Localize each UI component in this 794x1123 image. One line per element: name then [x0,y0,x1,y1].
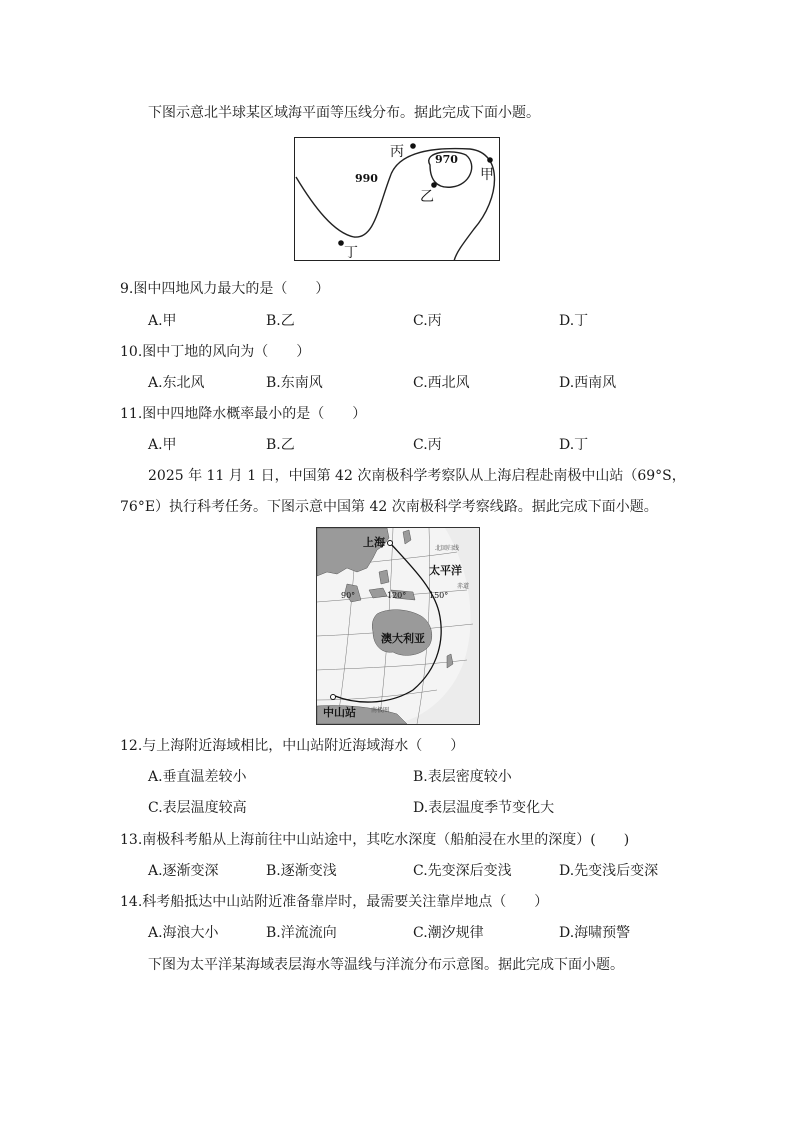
pacific-label: 太平洋 [429,564,462,577]
lon-90-label: 90° [341,591,356,600]
option-14c: C.潮汐规律 [413,925,484,941]
option-9d: D.丁 [559,313,589,329]
isobar-990-label: 990 [355,172,378,185]
point-shanghai [388,541,393,546]
question-stem-10: 10.图中丁地的风向为（ ） [120,344,311,360]
option-13b: B.逐渐变浅 [266,863,337,879]
option-13a: A.逐渐变深 [148,863,219,879]
option-11c: C.丙 [413,437,442,453]
label-bing: 丙 [390,144,404,160]
route-map-figure [316,527,480,725]
label-yi: 乙 [420,189,434,205]
tropic-north-label: 北回归线 [435,545,460,552]
option-10c: C.西北风 [413,375,470,391]
question-stem-13: 13.南极科考船从上海前往中山站途中，其吃水深度（船舶浸在水里的深度）( ) [120,832,630,848]
option-12c: C.表层温度较高 [148,800,247,816]
option-14a: A.海浪大小 [148,925,219,941]
option-12d: D.表层温度季节变化大 [413,800,555,816]
question-stem-9: 9.图中四地风力最大的是（ ） [120,281,330,297]
intro-text-2-line2: 76°E）执行科考任务。下图示意中国第 42 次南极科学考察线路。据此完成下面小题。 [120,499,658,515]
label-ding: 丁 [344,245,358,261]
point-zhongshan [331,695,336,700]
australia-label: 澳大利亚 [381,632,425,645]
zhongshan-label: 中山站 [323,706,356,719]
option-9c: C.丙 [413,313,442,329]
point-bing [410,143,416,149]
option-10d: D.西南风 [559,375,617,391]
option-11d: D.丁 [559,437,589,453]
route-map [317,528,479,724]
isobar-970-label: 970 [435,153,458,166]
option-13c: C.先变深后变浅 [413,863,512,879]
question-stem-14: 14.科考船抵达中山站附近准备靠岸时，最需要关注靠岸地点（ ） [120,894,549,910]
lon-120-label: 120° [387,591,407,600]
equator-label: 赤道 [457,583,470,590]
option-13d: D.先变浅后变深 [559,863,659,879]
option-14b: B.洋流流向 [266,925,337,941]
shanghai-label: 上海 [363,536,385,549]
intro-text-2-line1: 2025 年 11 月 1 日，中国第 42 次南极科学考察队从上海启程赴南极中山站（69°S， [148,468,686,484]
option-9b: B.乙 [266,313,295,329]
isobar-figure [294,137,500,261]
option-12b: B.表层密度较小 [413,769,512,785]
point-ding [338,240,344,246]
option-12a: A.垂直温差较小 [148,769,247,785]
option-10b: B.东南风 [266,375,323,391]
intro-text-3: 下图为太平洋某海域表层海水等温线与洋流分布示意图。据此完成下面小题。 [148,957,624,973]
antarctic-circle-label: 南极圈 [371,707,390,714]
option-11b: B.乙 [266,437,295,453]
point-jia [487,157,493,163]
option-14d: D.海啸预警 [559,925,631,941]
question-stem-12: 12.与上海附近海域相比，中山站附近海域海水（ ） [120,738,465,754]
intro-text-1: 下图示意北半球某区域海平面等压线分布。据此完成下面小题。 [148,105,540,121]
label-jia: 甲 [480,167,494,183]
lon-150-label: 150° [429,591,449,600]
point-yi [431,182,437,188]
option-9a: A.甲 [148,313,177,329]
option-11a: A.甲 [148,437,177,453]
isobar-map [294,137,500,261]
option-10a: A.东北风 [148,375,205,391]
question-stem-11: 11.图中四地降水概率最小的是（ ） [120,406,367,422]
